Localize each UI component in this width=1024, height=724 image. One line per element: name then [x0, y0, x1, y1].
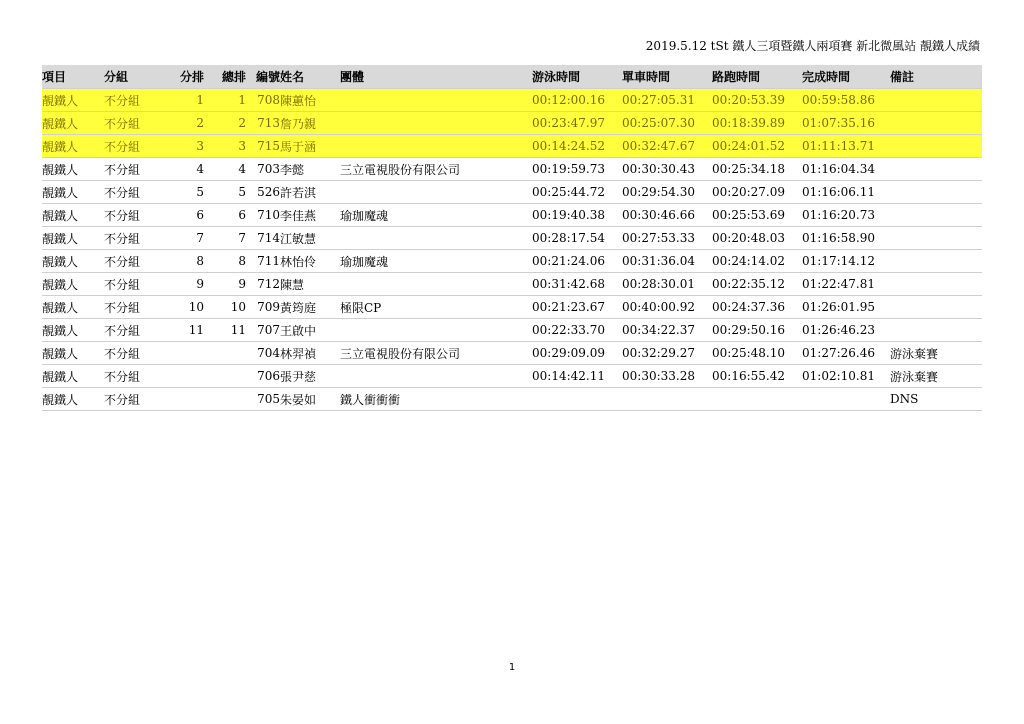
table-row [42, 227, 982, 250]
cell-group: 不分組 [104, 250, 162, 273]
column-header-note: 備註 [890, 65, 982, 89]
cell-swim-time: 00:21:23.67 [532, 296, 622, 319]
cell-group-rank: 1 [162, 89, 204, 112]
cell-group-rank [162, 388, 204, 411]
cell-team: 鐵人衝衝衝 [340, 388, 532, 411]
cell-group: 不分組 [104, 227, 162, 250]
cell-name: 詹乃親 [280, 112, 340, 135]
cell-bike-time: 00:32:47.67 [622, 135, 712, 158]
cell-finish-time: 01:11:13.71 [802, 135, 890, 158]
cell-bib: 707 [246, 319, 280, 342]
cell-team [340, 227, 532, 250]
cell-name: 陳慧 [280, 273, 340, 296]
cell-finish-time: 01:22:47.81 [802, 273, 890, 296]
cell-bib: 711 [246, 250, 280, 273]
cell-team [340, 112, 532, 135]
cell-bib: 710 [246, 204, 280, 227]
cell-run-time: 00:20:27.09 [712, 181, 802, 204]
table-header-row [42, 65, 982, 89]
cell-item: 靚鐵人 [42, 158, 104, 181]
cell-bike-time: 00:34:22.37 [622, 319, 712, 342]
cell-bib: 712 [246, 273, 280, 296]
cell-team [340, 319, 532, 342]
cell-name: 江敏慧 [280, 227, 340, 250]
cell-swim-time: 00:31:42.68 [532, 273, 622, 296]
column-header-finish: 完成時間 [802, 65, 890, 89]
cell-bike-time: 00:40:00.92 [622, 296, 712, 319]
cell-group-rank: 10 [162, 296, 204, 319]
cell-finish-time: 01:26:46.23 [802, 319, 890, 342]
page-number: 1 [508, 662, 516, 673]
cell-item: 靚鐵人 [42, 227, 104, 250]
cell-note [890, 181, 982, 204]
cell-bib: 714 [246, 227, 280, 250]
cell-note [890, 135, 982, 158]
cell-group-rank: 11 [162, 319, 204, 342]
cell-note [890, 158, 982, 181]
cell-swim-time: 00:21:24.06 [532, 250, 622, 273]
results-table [42, 65, 982, 411]
cell-bike-time: 00:25:07.30 [622, 112, 712, 135]
table-row [42, 158, 982, 181]
cell-name: 林怡伶 [280, 250, 340, 273]
cell-bike-time: 00:30:46.66 [622, 204, 712, 227]
cell-overall-rank: 5 [204, 181, 246, 204]
cell-group-rank: 4 [162, 158, 204, 181]
table-row [42, 135, 982, 158]
cell-group: 不分組 [104, 342, 162, 365]
cell-swim-time: 00:25:44.72 [532, 181, 622, 204]
cell-group-rank: 8 [162, 250, 204, 273]
cell-finish-time: 01:16:06.11 [802, 181, 890, 204]
table-row [42, 204, 982, 227]
cell-name: 李懿 [280, 158, 340, 181]
cell-finish-time: 01:27:26.46 [802, 342, 890, 365]
column-header-team: 團體 [340, 65, 532, 89]
cell-bike-time: 00:29:54.30 [622, 181, 712, 204]
cell-group-rank: 7 [162, 227, 204, 250]
cell-overall-rank: 4 [204, 158, 246, 181]
cell-group: 不分組 [104, 89, 162, 112]
cell-group: 不分組 [104, 319, 162, 342]
cell-team: 三立電視股份有限公司 [340, 158, 532, 181]
cell-bike-time: 00:30:33.28 [622, 365, 712, 388]
cell-item: 靚鐵人 [42, 112, 104, 135]
cell-overall-rank [204, 365, 246, 388]
cell-group: 不分組 [104, 365, 162, 388]
cell-run-time: 00:25:34.18 [712, 158, 802, 181]
cell-name: 李佳燕 [280, 204, 340, 227]
cell-finish-time: 00:59:58.86 [802, 89, 890, 112]
column-header-group-rank: 分排 [162, 65, 204, 89]
cell-group-rank: 5 [162, 181, 204, 204]
column-header-name: 姓名 [280, 65, 340, 89]
cell-name: 許若淇 [280, 181, 340, 204]
cell-name: 林羿禎 [280, 342, 340, 365]
cell-name: 張尹慈 [280, 365, 340, 388]
cell-note: 游泳棄賽 [890, 342, 982, 365]
cell-overall-rank: 11 [204, 319, 246, 342]
cell-team [340, 181, 532, 204]
table-row [42, 273, 982, 296]
cell-team [340, 89, 532, 112]
cell-bib: 708 [246, 89, 280, 112]
cell-group: 不分組 [104, 135, 162, 158]
column-header-swim: 游泳時間 [532, 65, 622, 89]
cell-team: 瑜珈魔魂 [340, 204, 532, 227]
cell-run-time: 00:16:55.42 [712, 365, 802, 388]
cell-swim-time [532, 388, 622, 411]
table-row [42, 89, 982, 112]
cell-overall-rank: 7 [204, 227, 246, 250]
cell-item: 靚鐵人 [42, 135, 104, 158]
cell-note: 游泳棄賽 [890, 365, 982, 388]
cell-overall-rank: 3 [204, 135, 246, 158]
cell-bib: 703 [246, 158, 280, 181]
cell-name: 朱晏如 [280, 388, 340, 411]
cell-team [340, 273, 532, 296]
cell-team: 瑜珈魔魂 [340, 250, 532, 273]
cell-bib: 709 [246, 296, 280, 319]
cell-name: 黃筠庭 [280, 296, 340, 319]
column-header-bib: 編號 [246, 65, 280, 89]
cell-group-rank: 6 [162, 204, 204, 227]
cell-name: 馬于涵 [280, 135, 340, 158]
cell-swim-time: 00:19:40.38 [532, 204, 622, 227]
cell-group-rank: 9 [162, 273, 204, 296]
cell-swim-time: 00:29:09.09 [532, 342, 622, 365]
cell-item: 靚鐵人 [42, 365, 104, 388]
cell-finish-time: 01:17:14.12 [802, 250, 890, 273]
table-row [42, 181, 982, 204]
cell-note: DNS [890, 388, 982, 411]
column-header-bike: 單車時間 [622, 65, 712, 89]
cell-swim-time: 00:28:17.54 [532, 227, 622, 250]
cell-overall-rank: 9 [204, 273, 246, 296]
cell-finish-time: 01:07:35.16 [802, 112, 890, 135]
cell-group-rank: 2 [162, 112, 204, 135]
cell-group: 不分組 [104, 112, 162, 135]
cell-run-time: 00:18:39.89 [712, 112, 802, 135]
cell-group: 不分組 [104, 204, 162, 227]
cell-finish-time: 01:16:04.34 [802, 158, 890, 181]
cell-overall-rank [204, 388, 246, 411]
cell-run-time [712, 388, 802, 411]
column-header-group: 分組 [104, 65, 162, 89]
cell-run-time: 00:25:53.69 [712, 204, 802, 227]
cell-group-rank: 3 [162, 135, 204, 158]
cell-note [890, 296, 982, 319]
cell-swim-time: 00:14:24.52 [532, 135, 622, 158]
cell-item: 靚鐵人 [42, 319, 104, 342]
cell-swim-time: 00:23:47.97 [532, 112, 622, 135]
column-header-overall-rank: 總排 [204, 65, 246, 89]
table-row [42, 365, 982, 388]
cell-team: 三立電視股份有限公司 [340, 342, 532, 365]
cell-item: 靚鐵人 [42, 296, 104, 319]
results-body [42, 89, 982, 411]
document-title: 2019.5.12 tSt 鐵人三項暨鐵人兩項賽 新北微風站 靚鐵人成績 [645, 39, 980, 53]
cell-note [890, 112, 982, 135]
cell-finish-time: 01:02:10.81 [802, 365, 890, 388]
column-header-item: 項目 [42, 65, 104, 89]
cell-team [340, 365, 532, 388]
cell-finish-time: 01:16:20.73 [802, 204, 890, 227]
cell-note [890, 273, 982, 296]
cell-overall-rank: 1 [204, 89, 246, 112]
cell-overall-rank: 6 [204, 204, 246, 227]
cell-note [890, 250, 982, 273]
cell-item: 靚鐵人 [42, 250, 104, 273]
cell-note [890, 89, 982, 112]
cell-bib: 715 [246, 135, 280, 158]
cell-group-rank [162, 365, 204, 388]
cell-bike-time: 00:31:36.04 [622, 250, 712, 273]
cell-bike-time: 00:27:53.33 [622, 227, 712, 250]
cell-swim-time: 00:12:00.16 [532, 89, 622, 112]
cell-name: 陳蕙怡 [280, 89, 340, 112]
cell-bib: 713 [246, 112, 280, 135]
cell-run-time: 00:20:53.39 [712, 89, 802, 112]
cell-run-time: 00:22:35.12 [712, 273, 802, 296]
cell-bib: 704 [246, 342, 280, 365]
cell-overall-rank: 8 [204, 250, 246, 273]
cell-bike-time: 00:32:29.27 [622, 342, 712, 365]
cell-finish-time [802, 388, 890, 411]
cell-overall-rank [204, 342, 246, 365]
cell-group: 不分組 [104, 273, 162, 296]
cell-item: 靚鐵人 [42, 388, 104, 411]
cell-run-time: 00:24:14.02 [712, 250, 802, 273]
table-row [42, 319, 982, 342]
cell-item: 靚鐵人 [42, 342, 104, 365]
cell-team [340, 135, 532, 158]
cell-bib: 705 [246, 388, 280, 411]
cell-bib: 706 [246, 365, 280, 388]
cell-finish-time: 01:26:01.95 [802, 296, 890, 319]
cell-run-time: 00:29:50.16 [712, 319, 802, 342]
cell-run-time: 00:24:01.52 [712, 135, 802, 158]
cell-group: 不分組 [104, 388, 162, 411]
cell-item: 靚鐵人 [42, 89, 104, 112]
cell-run-time: 00:25:48.10 [712, 342, 802, 365]
cell-bib: 526 [246, 181, 280, 204]
cell-name: 王啟中 [280, 319, 340, 342]
table-row [42, 388, 982, 411]
cell-swim-time: 00:19:59.73 [532, 158, 622, 181]
cell-bike-time: 00:30:30.43 [622, 158, 712, 181]
cell-team: 極限CP [340, 296, 532, 319]
cell-swim-time: 00:22:33.70 [532, 319, 622, 342]
cell-finish-time: 01:16:58.90 [802, 227, 890, 250]
cell-group: 不分組 [104, 181, 162, 204]
table-row [42, 296, 982, 319]
column-header-run: 路跑時間 [712, 65, 802, 89]
cell-group: 不分組 [104, 158, 162, 181]
cell-overall-rank: 10 [204, 296, 246, 319]
cell-run-time: 00:24:37.36 [712, 296, 802, 319]
cell-item: 靚鐵人 [42, 181, 104, 204]
cell-overall-rank: 2 [204, 112, 246, 135]
table-row [42, 342, 982, 365]
cell-bike-time [622, 388, 712, 411]
table-row [42, 112, 982, 135]
cell-run-time: 00:20:48.03 [712, 227, 802, 250]
cell-note [890, 204, 982, 227]
cell-group: 不分組 [104, 296, 162, 319]
cell-group-rank [162, 342, 204, 365]
table-row [42, 250, 982, 273]
cell-bike-time: 00:28:30.01 [622, 273, 712, 296]
cell-bike-time: 00:27:05.31 [622, 89, 712, 112]
cell-item: 靚鐵人 [42, 204, 104, 227]
cell-swim-time: 00:14:42.11 [532, 365, 622, 388]
cell-note [890, 227, 982, 250]
cell-note [890, 319, 982, 342]
cell-item: 靚鐵人 [42, 273, 104, 296]
